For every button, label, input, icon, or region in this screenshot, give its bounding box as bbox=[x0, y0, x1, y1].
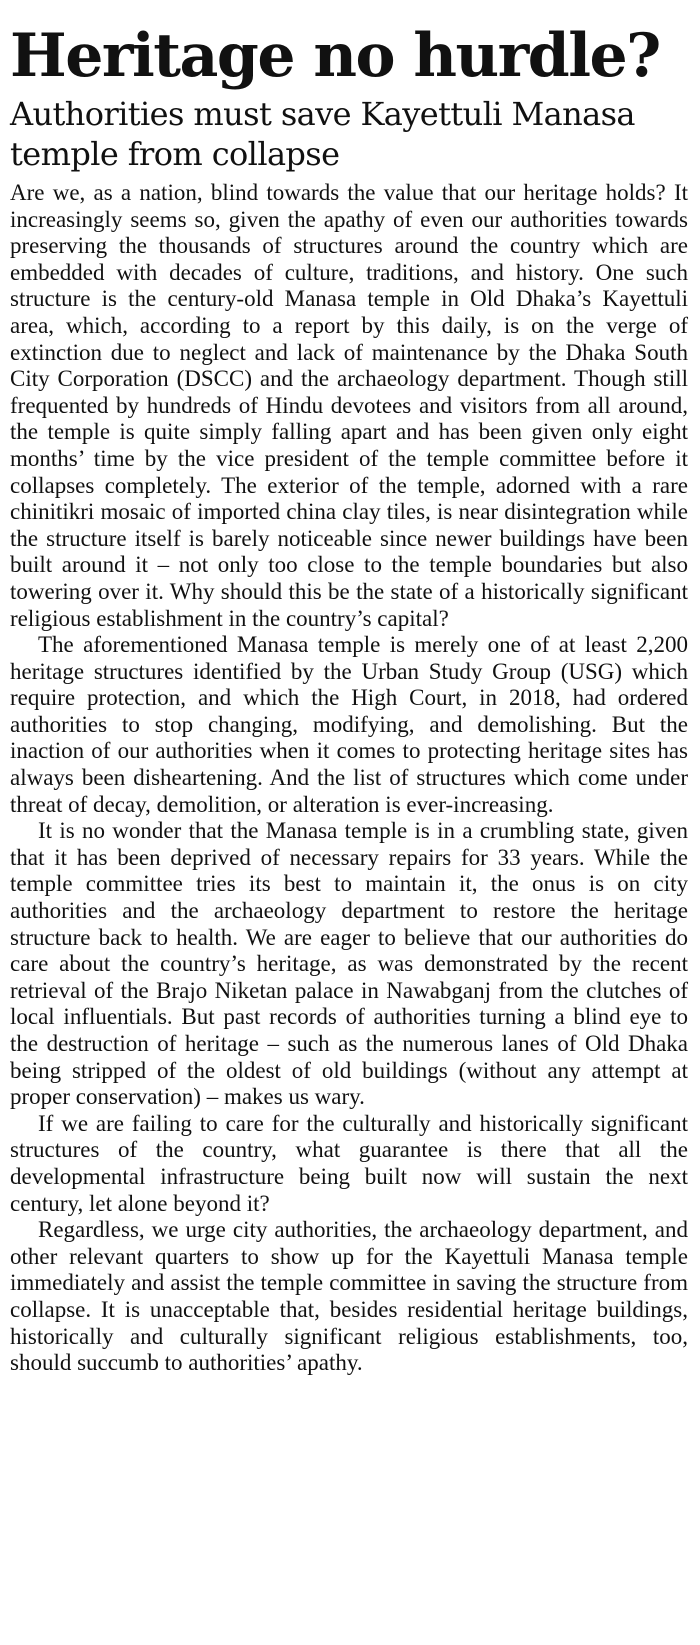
body-paragraph-3: It is no wonder that the Manasa temple is in a crumbling state, given that it has been deprived of necessary repairs for 33 years. While the temple committee tries its best to maintain it, the onus is on city authorities and the archaeology department to restore the heritage structure back to health. We are eager to believe that our authorities do care about the country’s heritage, as was demonstrated by the recent retrieval of the Brajo Niketan palace in Nawabganj from the clutches of local influentials. But past records of authorities turning a blind eye to the destruction of heritage – such as the numerous lanes of Old Dhaka being stripped of the oldest of old buildings (without any attempt at proper conservation) – makes us wary. bbox=[10, 818, 688, 1110]
body-paragraph-5: Regardless, we urge city authorities, the archaeology department, and other relevant quarters to show up for the Kayettuli Manasa temple immediately and assist the temple committee in saving the structure from collapse. It is unacceptable that, besides residential heritage buildings, historically and culturally significant religious establishments, too, should succumb to authorities’ apathy. bbox=[10, 1217, 688, 1376]
article-body bbox=[10, 180, 688, 1377]
headline: Heritage no hurdle? bbox=[10, 21, 660, 91]
body-paragraph-4: If we are failing to care for the culturally and historically significant structures of the country, what guarantee is there that all the developmental infrastructure being built now will sustain the next century, let alone beyond it? bbox=[10, 1110, 688, 1216]
body-paragraph-1: Are we, as a nation, blind towards the value that our heritage holds? It increasingly seems so, given the apathy of even our authorities towards preserving the thousands of structures around the country which are embedded with decades of culture, traditions, and history. One such structure is the century-old Manasa temple in Old Dhaka’s Kayettuli area, which, according to a report by this daily, is on the verge of extinction due to neglect and lack of maintenance by the Dhaka South City Corporation (DSCC) and the archaeology department. Though still frequented by hundreds of Hindu devotees and visitors from all around, the temple is quite simply falling apart and has been given only eight months’ time by the vice president of the temple committee before it collapses completely. The exterior of the temple, adorned with a rare chinitikri mosaic of imported china clay tiles, is near disintegration while the structure itself is barely noticeable since newer buildings have been built around it – not only too close to the temple boundaries but also towering over it. Why should this be the state of a historically significant religious establishment in the country’s capital? bbox=[10, 180, 688, 631]
subheadline: Authorities must save Kayettuli Manasa temple from collapse bbox=[10, 95, 635, 173]
editorial-article bbox=[10, 0, 688, 1377]
body-paragraph-2: The aforementioned Manasa temple is merely one of at least 2,200 heritage structures identified by the Urban Study Group (USG) which require protection, and which the High Court, in 2018, had ordered authorities to stop changing, modifying, and demolishing. But the inaction of our authorities when it comes to protecting heritage sites has always been disheartening. And the list of structures which come under threat of decay, demolition, or alteration is ever-increasing. bbox=[10, 632, 688, 817]
